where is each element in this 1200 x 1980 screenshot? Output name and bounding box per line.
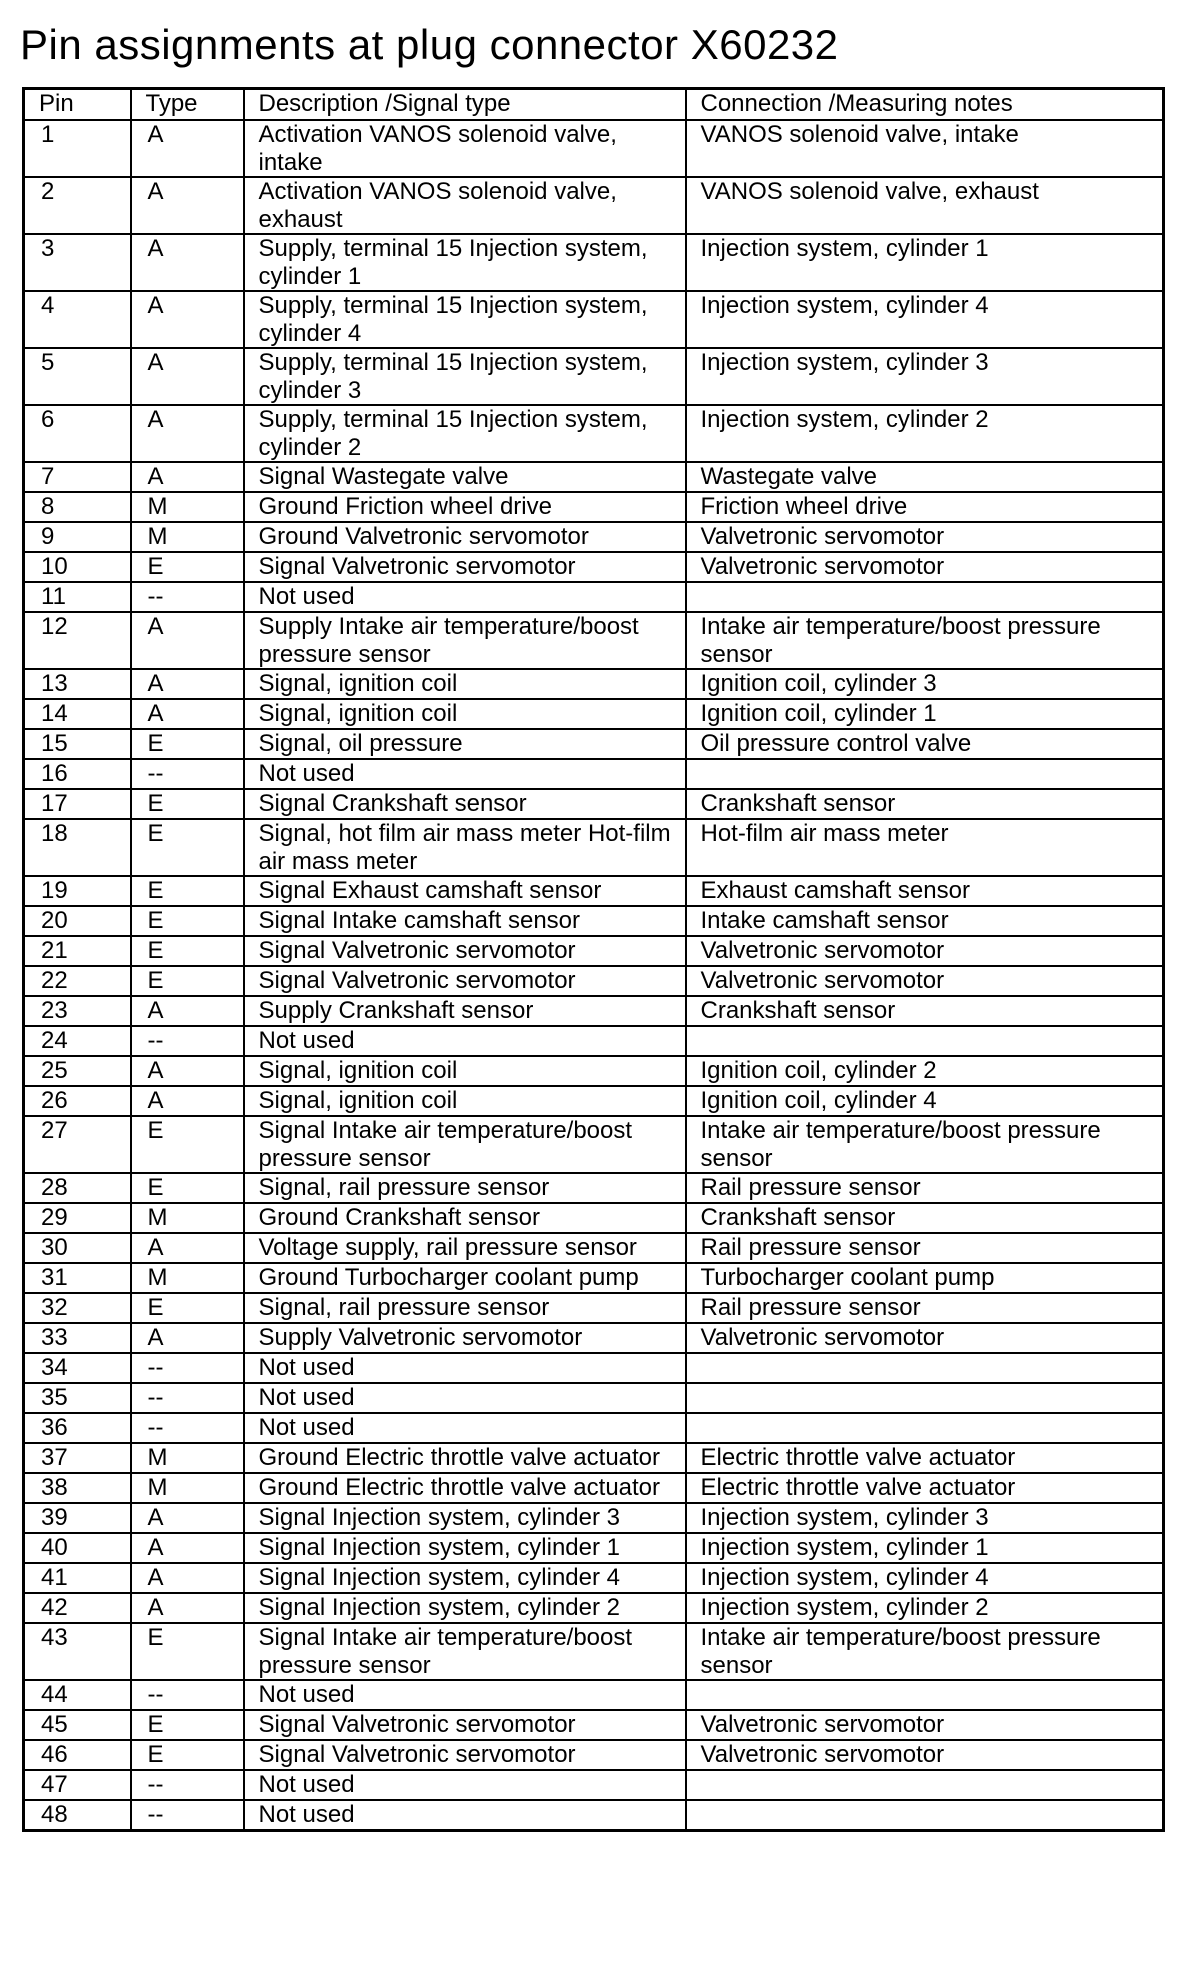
- type-cell: --: [131, 1383, 244, 1413]
- description-cell: Signal Intake air temperature/boost pressure sensor: [244, 1116, 686, 1173]
- description-cell: Signal Injection system, cylinder 3: [244, 1503, 686, 1533]
- connection-cell: Oil pressure control valve: [686, 729, 1164, 759]
- type-cell: E: [131, 1710, 244, 1740]
- pin-cell: 7: [24, 462, 131, 492]
- table-row: [24, 789, 1164, 819]
- connection-cell: Injection system, cylinder 1: [686, 234, 1164, 291]
- page-title: Pin assignments at plug connector X60232: [20, 21, 839, 68]
- description-cell: Activation VANOS solenoid valve, intake: [244, 120, 686, 177]
- table-row: [24, 462, 1164, 492]
- connection-cell: Injection system, cylinder 3: [686, 348, 1164, 405]
- pin-assignment-table: [22, 87, 1165, 1832]
- connection-cell: [686, 759, 1164, 789]
- connection-cell: Exhaust camshaft sensor: [686, 876, 1164, 906]
- connection-cell: [686, 1353, 1164, 1383]
- pin-cell: 13: [24, 669, 131, 699]
- header-pin: Pin: [24, 89, 131, 121]
- pin-cell: 6: [24, 405, 131, 462]
- connection-cell: Ignition coil, cylinder 4: [686, 1086, 1164, 1116]
- table-row: [24, 492, 1164, 522]
- pin-cell: 3: [24, 234, 131, 291]
- type-cell: E: [131, 1740, 244, 1770]
- type-cell: E: [131, 1116, 244, 1173]
- header-type: Type: [131, 89, 244, 121]
- connection-cell: Injection system, cylinder 2: [686, 1593, 1164, 1623]
- description-cell: Signal Exhaust camshaft sensor: [244, 876, 686, 906]
- type-cell: M: [131, 1263, 244, 1293]
- table-row: [24, 1563, 1164, 1593]
- pin-cell: 8: [24, 492, 131, 522]
- description-cell: Signal Valvetronic servomotor: [244, 966, 686, 996]
- table-row: [24, 1623, 1164, 1680]
- pin-cell: 25: [24, 1056, 131, 1086]
- description-cell: Signal Valvetronic servomotor: [244, 936, 686, 966]
- table-row: [24, 348, 1164, 405]
- pin-cell: 41: [24, 1563, 131, 1593]
- description-cell: Signal Injection system, cylinder 4: [244, 1563, 686, 1593]
- table-row: [24, 1353, 1164, 1383]
- table-row: [24, 120, 1164, 177]
- type-cell: A: [131, 1503, 244, 1533]
- connection-cell: Valvetronic servomotor: [686, 966, 1164, 996]
- description-cell: Supply, terminal 15 Injection system, cylinder 2: [244, 405, 686, 462]
- table-row: [24, 1710, 1164, 1740]
- type-cell: E: [131, 876, 244, 906]
- pin-cell: 4: [24, 291, 131, 348]
- table-row: [24, 1740, 1164, 1770]
- header-description: Description /Signal type: [244, 89, 686, 121]
- connection-cell: Rail pressure sensor: [686, 1233, 1164, 1263]
- table-row: [24, 552, 1164, 582]
- type-cell: A: [131, 1086, 244, 1116]
- type-cell: E: [131, 906, 244, 936]
- description-cell: Ground Electric throttle valve actuator: [244, 1443, 686, 1473]
- pin-cell: 36: [24, 1413, 131, 1443]
- description-cell: Signal Valvetronic servomotor: [244, 552, 686, 582]
- pin-cell: 17: [24, 789, 131, 819]
- type-cell: A: [131, 1323, 244, 1353]
- connection-cell: Intake air temperature/boost pressure sensor: [686, 1116, 1164, 1173]
- table-row: [24, 966, 1164, 996]
- type-cell: A: [131, 669, 244, 699]
- table-row: [24, 1026, 1164, 1056]
- pin-cell: 22: [24, 966, 131, 996]
- connection-cell: Electric throttle valve actuator: [686, 1443, 1164, 1473]
- table-row: [24, 1203, 1164, 1233]
- pin-cell: 14: [24, 699, 131, 729]
- type-cell: E: [131, 789, 244, 819]
- connection-cell: [686, 1800, 1164, 1831]
- connection-cell: Ignition coil, cylinder 2: [686, 1056, 1164, 1086]
- description-cell: Signal, ignition coil: [244, 1056, 686, 1086]
- connection-cell: Crankshaft sensor: [686, 996, 1164, 1026]
- table-row: [24, 729, 1164, 759]
- table-row: [24, 1503, 1164, 1533]
- connection-cell: Valvetronic servomotor: [686, 1323, 1164, 1353]
- table-row: [24, 906, 1164, 936]
- connection-cell: [686, 1770, 1164, 1800]
- type-cell: M: [131, 1473, 244, 1503]
- pin-cell: 42: [24, 1593, 131, 1623]
- pin-cell: 48: [24, 1800, 131, 1831]
- connection-cell: Injection system, cylinder 2: [686, 405, 1164, 462]
- description-cell: Signal, rail pressure sensor: [244, 1173, 686, 1203]
- table-row: [24, 936, 1164, 966]
- description-cell: Supply, terminal 15 Injection system, cylinder 3: [244, 348, 686, 405]
- connection-cell: [686, 1413, 1164, 1443]
- connection-cell: Intake camshaft sensor: [686, 906, 1164, 936]
- pin-cell: 15: [24, 729, 131, 759]
- table-row: [24, 996, 1164, 1026]
- table-row: [24, 1680, 1164, 1710]
- table-row: [24, 1263, 1164, 1293]
- connection-cell: Wastegate valve: [686, 462, 1164, 492]
- type-cell: E: [131, 936, 244, 966]
- pin-cell: 32: [24, 1293, 131, 1323]
- description-cell: Not used: [244, 1026, 686, 1056]
- type-cell: A: [131, 1233, 244, 1263]
- pin-cell: 40: [24, 1533, 131, 1563]
- table-row: [24, 819, 1164, 876]
- type-cell: A: [131, 348, 244, 405]
- type-cell: --: [131, 1770, 244, 1800]
- connection-cell: Injection system, cylinder 4: [686, 1563, 1164, 1593]
- pin-cell: 29: [24, 1203, 131, 1233]
- type-cell: --: [131, 759, 244, 789]
- type-cell: E: [131, 966, 244, 996]
- description-cell: Not used: [244, 1680, 686, 1710]
- connection-cell: Rail pressure sensor: [686, 1173, 1164, 1203]
- connection-cell: Crankshaft sensor: [686, 1203, 1164, 1233]
- description-cell: Not used: [244, 759, 686, 789]
- pin-cell: 31: [24, 1263, 131, 1293]
- type-cell: --: [131, 1026, 244, 1056]
- type-cell: --: [131, 1680, 244, 1710]
- connection-cell: Friction wheel drive: [686, 492, 1164, 522]
- table-row: [24, 1086, 1164, 1116]
- description-cell: Signal Intake camshaft sensor: [244, 906, 686, 936]
- description-cell: Signal, oil pressure: [244, 729, 686, 759]
- description-cell: Supply Intake air temperature/boost pressure sensor: [244, 612, 686, 669]
- description-cell: Ground Valvetronic servomotor: [244, 522, 686, 552]
- description-cell: Ground Crankshaft sensor: [244, 1203, 686, 1233]
- table-row: [24, 1593, 1164, 1623]
- description-cell: Not used: [244, 1800, 686, 1831]
- pin-cell: 20: [24, 906, 131, 936]
- pin-cell: 11: [24, 582, 131, 612]
- connection-cell: Hot-film air mass meter: [686, 819, 1164, 876]
- table-row: [24, 405, 1164, 462]
- pin-cell: 9: [24, 522, 131, 552]
- pin-cell: 43: [24, 1623, 131, 1680]
- table-row: [24, 1533, 1164, 1563]
- type-cell: A: [131, 699, 244, 729]
- type-cell: A: [131, 1563, 244, 1593]
- type-cell: E: [131, 819, 244, 876]
- description-cell: Not used: [244, 1770, 686, 1800]
- table-header-row: [24, 89, 1164, 121]
- connection-cell: Ignition coil, cylinder 3: [686, 669, 1164, 699]
- type-cell: E: [131, 552, 244, 582]
- type-cell: --: [131, 582, 244, 612]
- pin-cell: 24: [24, 1026, 131, 1056]
- table-row: [24, 1800, 1164, 1831]
- pin-cell: 10: [24, 552, 131, 582]
- table-row: [24, 699, 1164, 729]
- connection-cell: Injection system, cylinder 1: [686, 1533, 1164, 1563]
- pin-cell: 23: [24, 996, 131, 1026]
- type-cell: E: [131, 1623, 244, 1680]
- table-row: [24, 234, 1164, 291]
- table-row: [24, 1443, 1164, 1473]
- pin-cell: 16: [24, 759, 131, 789]
- type-cell: M: [131, 1203, 244, 1233]
- table-row: [24, 876, 1164, 906]
- pin-cell: 38: [24, 1473, 131, 1503]
- table-row: [24, 759, 1164, 789]
- type-cell: E: [131, 729, 244, 759]
- description-cell: Supply, terminal 15 Injection system, cylinder 4: [244, 291, 686, 348]
- connection-cell: Valvetronic servomotor: [686, 552, 1164, 582]
- type-cell: M: [131, 1443, 244, 1473]
- connection-cell: VANOS solenoid valve, intake: [686, 120, 1164, 177]
- description-cell: Signal Wastegate valve: [244, 462, 686, 492]
- description-cell: Ground Electric throttle valve actuator: [244, 1473, 686, 1503]
- connection-cell: [686, 1680, 1164, 1710]
- description-cell: Signal, hot film air mass meter Hot-film air mass meter: [244, 819, 686, 876]
- description-cell: Ground Turbocharger coolant pump: [244, 1263, 686, 1293]
- connection-cell: Turbocharger coolant pump: [686, 1263, 1164, 1293]
- type-cell: A: [131, 120, 244, 177]
- description-cell: Supply Valvetronic servomotor: [244, 1323, 686, 1353]
- description-cell: Signal Valvetronic servomotor: [244, 1740, 686, 1770]
- description-cell: Signal Injection system, cylinder 1: [244, 1533, 686, 1563]
- table-row: [24, 1056, 1164, 1086]
- connection-cell: Ignition coil, cylinder 1: [686, 699, 1164, 729]
- connection-cell: Valvetronic servomotor: [686, 522, 1164, 552]
- description-cell: Signal, ignition coil: [244, 1086, 686, 1116]
- table-row: [24, 1323, 1164, 1353]
- type-cell: E: [131, 1293, 244, 1323]
- description-cell: Signal, ignition coil: [244, 699, 686, 729]
- pin-cell: 30: [24, 1233, 131, 1263]
- type-cell: --: [131, 1413, 244, 1443]
- connection-cell: [686, 1026, 1164, 1056]
- connection-cell: VANOS solenoid valve, exhaust: [686, 177, 1164, 234]
- table-row: [24, 612, 1164, 669]
- pin-cell: 1: [24, 120, 131, 177]
- connection-cell: Electric throttle valve actuator: [686, 1473, 1164, 1503]
- type-cell: A: [131, 291, 244, 348]
- description-cell: Not used: [244, 1353, 686, 1383]
- description-cell: Not used: [244, 582, 686, 612]
- description-cell: Signal Crankshaft sensor: [244, 789, 686, 819]
- table-row: [24, 291, 1164, 348]
- description-cell: Signal Intake air temperature/boost pressure sensor: [244, 1623, 686, 1680]
- description-cell: Voltage supply, rail pressure sensor: [244, 1233, 686, 1263]
- connection-cell: Intake air temperature/boost pressure sensor: [686, 1623, 1164, 1680]
- connection-cell: Valvetronic servomotor: [686, 936, 1164, 966]
- pin-cell: 28: [24, 1173, 131, 1203]
- description-cell: Not used: [244, 1413, 686, 1443]
- table-row: [24, 1770, 1164, 1800]
- connection-cell: Valvetronic servomotor: [686, 1710, 1164, 1740]
- type-cell: A: [131, 1593, 244, 1623]
- connection-cell: Injection system, cylinder 3: [686, 1503, 1164, 1533]
- description-cell: Not used: [244, 1383, 686, 1413]
- description-cell: Signal Injection system, cylinder 2: [244, 1593, 686, 1623]
- table-row: [24, 1116, 1164, 1173]
- pin-cell: 12: [24, 612, 131, 669]
- connection-cell: Crankshaft sensor: [686, 789, 1164, 819]
- type-cell: --: [131, 1800, 244, 1831]
- type-cell: A: [131, 996, 244, 1026]
- type-cell: A: [131, 177, 244, 234]
- pin-cell: 5: [24, 348, 131, 405]
- type-cell: E: [131, 1173, 244, 1203]
- type-cell: M: [131, 492, 244, 522]
- table-row: [24, 1233, 1164, 1263]
- table-row: [24, 522, 1164, 552]
- pin-cell: 18: [24, 819, 131, 876]
- table-body: [24, 120, 1164, 1831]
- type-cell: A: [131, 1533, 244, 1563]
- table-row: [24, 177, 1164, 234]
- description-cell: Signal, ignition coil: [244, 669, 686, 699]
- table-row: [24, 1473, 1164, 1503]
- description-cell: Activation VANOS solenoid valve, exhaust: [244, 177, 686, 234]
- type-cell: A: [131, 234, 244, 291]
- description-cell: Signal, rail pressure sensor: [244, 1293, 686, 1323]
- pin-cell: 21: [24, 936, 131, 966]
- connection-cell: Injection system, cylinder 4: [686, 291, 1164, 348]
- table-row: [24, 669, 1164, 699]
- pin-cell: 26: [24, 1086, 131, 1116]
- pin-cell: 35: [24, 1383, 131, 1413]
- pin-cell: 39: [24, 1503, 131, 1533]
- connection-cell: [686, 582, 1164, 612]
- type-cell: A: [131, 405, 244, 462]
- pin-cell: 46: [24, 1740, 131, 1770]
- pin-cell: 37: [24, 1443, 131, 1473]
- table-row: [24, 1173, 1164, 1203]
- header-connection: Connection /Measuring notes: [686, 89, 1164, 121]
- connection-cell: [686, 1383, 1164, 1413]
- type-cell: A: [131, 612, 244, 669]
- pin-cell: 47: [24, 1770, 131, 1800]
- pin-cell: 45: [24, 1710, 131, 1740]
- description-cell: Signal Valvetronic servomotor: [244, 1710, 686, 1740]
- type-cell: A: [131, 1056, 244, 1086]
- description-cell: Supply Crankshaft sensor: [244, 996, 686, 1026]
- pin-cell: 34: [24, 1353, 131, 1383]
- table-row: [24, 1413, 1164, 1443]
- pin-cell: 19: [24, 876, 131, 906]
- connection-cell: Intake air temperature/boost pressure sensor: [686, 612, 1164, 669]
- pin-cell: 2: [24, 177, 131, 234]
- connection-cell: Rail pressure sensor: [686, 1293, 1164, 1323]
- description-cell: Ground Friction wheel drive: [244, 492, 686, 522]
- pin-cell: 44: [24, 1680, 131, 1710]
- type-cell: --: [131, 1353, 244, 1383]
- type-cell: A: [131, 462, 244, 492]
- table-row: [24, 1383, 1164, 1413]
- description-cell: Supply, terminal 15 Injection system, cylinder 1: [244, 234, 686, 291]
- type-cell: M: [131, 522, 244, 552]
- table-row: [24, 1293, 1164, 1323]
- table-row: [24, 582, 1164, 612]
- connection-cell: Valvetronic servomotor: [686, 1740, 1164, 1770]
- pin-cell: 33: [24, 1323, 131, 1353]
- pin-cell: 27: [24, 1116, 131, 1173]
